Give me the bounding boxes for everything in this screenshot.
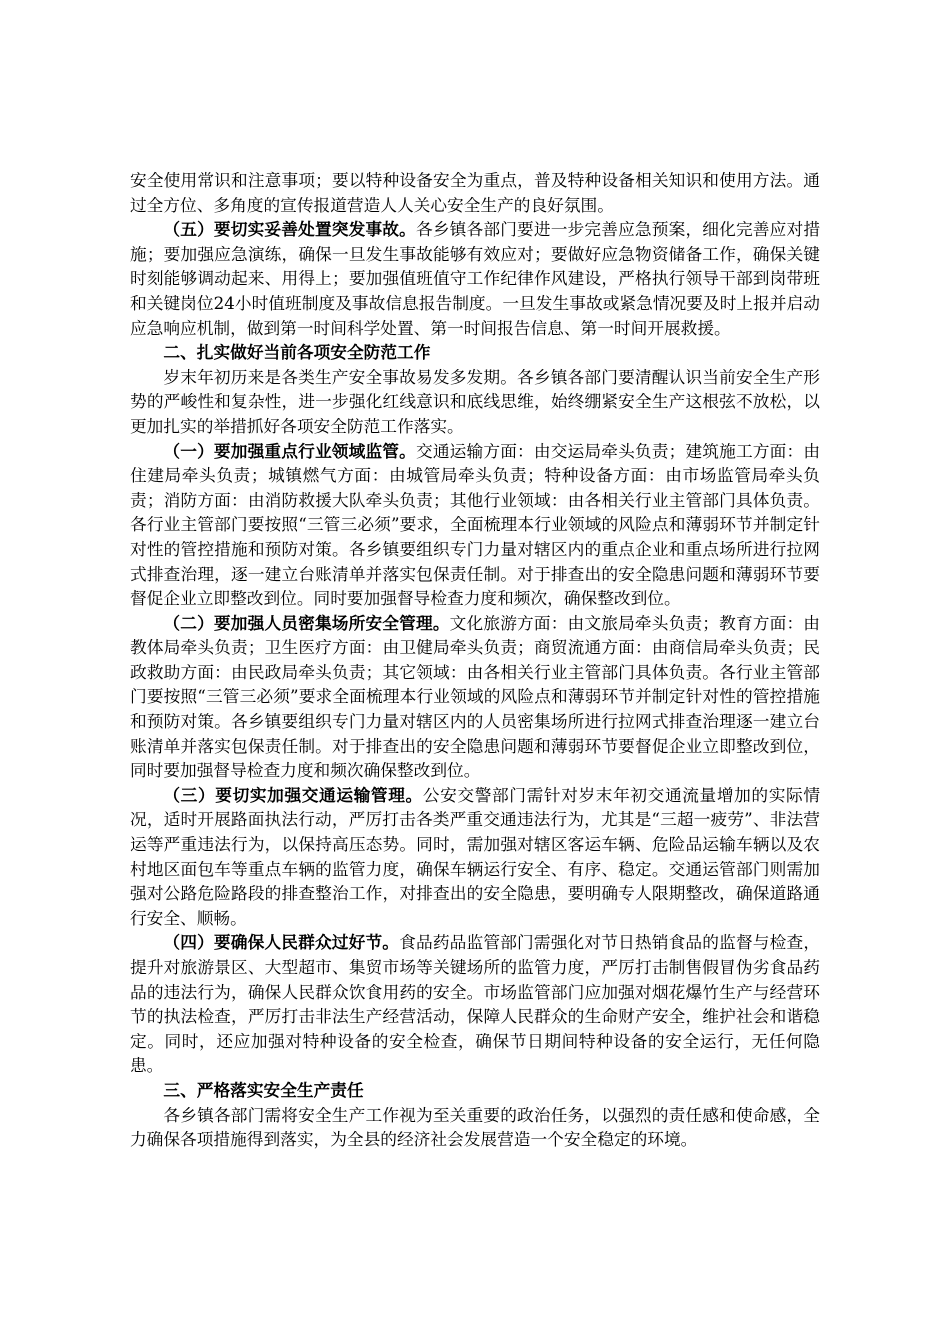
paragraph-text: 交通运输方面：由交运局牵头负责；建筑施工方面：由住建局牵头负责；城镇燃气方面：由城管局牵头负责；特种设备方面：由市场监管局牵头负责；消防方面：由消防救援大队牵头负责；其他行业领域：由各相关行业主管部门具体负责。各行业主管部门要按照“三管三必须”要求，全面梳理本行业领域的风险点和薄弱环节并制定针对性的管控措施和预防对策。各乡镇要组织专门力量对辖区内的重点企业和重点场所进行拉网式排查治理，逐一建立台账清单并落实包保责任制。对于排查出的安全隐患问题和薄弱环节要督促企业立即整改到位。同时要加强督导检查力度和频次，确保整改到位。 xyxy=(130,440,821,609)
paragraph-text: 食品药品监管部门需强化对节日热销食品的监督与检查，提升对旅游景区、大型超市、集贸市场等关键场所的监管力度，严厉打击制售假冒伪劣食品药品的违法行为，确保人民群众饮食用药的安全。市场监管部门应加强对烟花爆竹生产与经营环节的执法检查，严厉打击非法生产经营活动，保障人民群众的生命财产安全，维护社会和谐稳定。同时，还应加强对特种设备的安全检查，确保节日期间特种设备的安全运行，无任何隐患。 xyxy=(130,932,821,1076)
paragraph-lead: （三）要切实加强交通运输管理。 xyxy=(163,784,423,805)
paragraph-text: 各乡镇各部门要进一步完善应急预案，细化完善应对措施；要加强应急演练，确保一旦发生事故能够有效应对；要做好应急物资储备工作，确保关键时刻能够调动起来、用得上；要加强值班值守工作纪律作风建设，严格执行领导干部到岗带班和关键岗位24小时值班制度及事故信息报告制度。一旦发生事故或紧急情况要及时上报并启动应急响应机制，做到第一时间科学处置、第一时间报告信息、第一时间开展救援。 xyxy=(130,219,821,338)
paragraph-lead: （五）要切实妥善处置突发事故。 xyxy=(163,219,416,240)
paragraph-text: 安全使用常识和注意事项；要以特种设备安全为重点，普及特种设备相关知识和使用方法。通过全方位、多角度的宣传报道营造人人关心安全生产的良好氛围。 xyxy=(130,170,820,215)
paragraph-intro-2 xyxy=(130,365,820,439)
paragraph-text: 各乡镇各部门需将安全生产工作视为至关重要的政治任务，以强烈的责任感和使命感，全力确保各项措施得到落实，为全县的经济社会发展营造一个安全稳定的环境。 xyxy=(130,1104,820,1150)
paragraph-lead: （一）要加强重点行业领域监管。 xyxy=(163,440,416,461)
paragraph-text: 文化旅游方面：由文旅局牵头负责；教育方面：由教体局牵头负责；卫生医疗方面：由卫健局牵头负责；商贸流通方面：由商信局牵头负责；民政救助方面：由民政局牵头负责；其它领域：由各相关行业主管部门具体负责。各行业主管部门要按照“三管三必须”要求全面梳理本行业领域的风险点和薄弱环节并制定针对性的管控措施和预防对策。各乡镇要组织专门力量对辖区内的人员密集场所进行拉网式排查治理逐一建立台账清单并落实包保责任制。对于排查出的安全隐患问题和薄弱环节要督促企业立即整改到位，同时要加强督导检查力度和频次确保整改到位。 xyxy=(130,612,820,781)
paragraph-crowded-places xyxy=(130,611,820,783)
paragraph-text: 岁末年初历来是各类生产安全事故易发多发期。各乡镇各部门要清醒认识当前安全生产形势的严峻性和复杂性，进一步强化红线意识和底线思维，始终绷紧安全生产这根弦不放松，以更加扎实的举措抓好各项安全防范工作落实。 xyxy=(130,366,820,436)
paragraph-traffic xyxy=(130,783,820,931)
paragraph-holiday xyxy=(130,930,820,1078)
paragraph-lead: （二）要加强人员密集场所安全管理。 xyxy=(163,612,450,633)
paragraph-text: 公安交警部门需针对岁末年初交通流量增加的实际情况，适时开展路面执法行动，严厉打击各类严重交通违法行为，尤其是“三超一疲劳”、非法营运等严重违法行为，以保持高压态势。同时，需加强对辖区客运车辆、危险品运输车辆以及农村地区面包车等重点车辆的监管力度，确保车辆运行安全、有序、稳定。交通运管部门则需加强对公路危险路段的排查整治工作，对排查出的安全隐患，要明确专人限期整改，确保道路通行安全、顺畅。 xyxy=(130,784,821,928)
paragraph-emergency-handling xyxy=(130,217,820,340)
paragraph-lead: （四）要确保人民群众过好节。 xyxy=(163,932,400,953)
section-heading-2: 二、扎实做好当前各项安全防范工作 xyxy=(163,342,431,363)
paragraph-continuation xyxy=(130,168,820,217)
section-heading-3: 三、严格落实安全生产责任 xyxy=(163,1079,364,1100)
paragraph-key-industries xyxy=(130,439,820,611)
document-page xyxy=(130,168,820,1152)
paragraph-responsibility xyxy=(130,1103,820,1152)
